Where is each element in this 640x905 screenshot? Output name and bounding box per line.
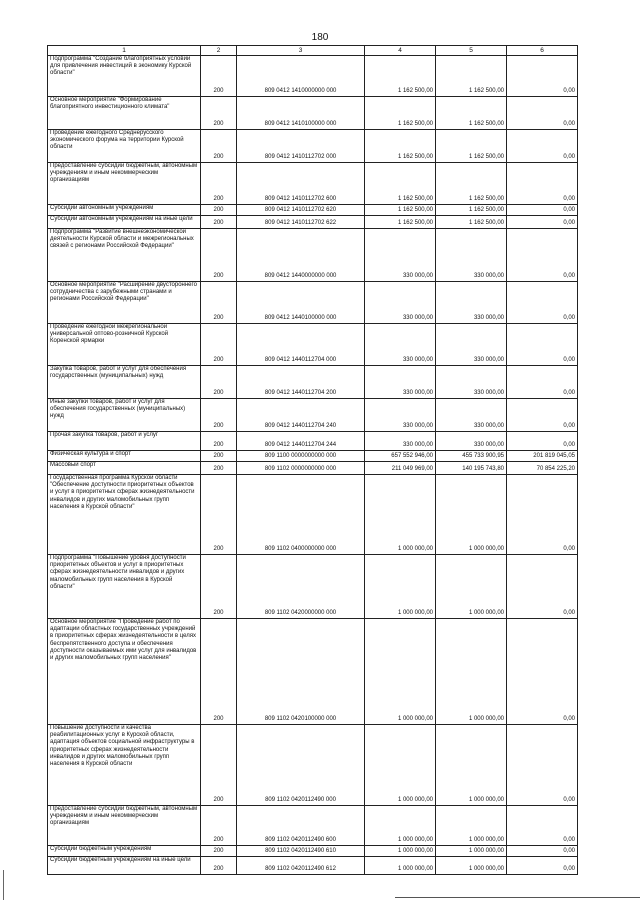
row-amount-6: 0,00 xyxy=(507,97,578,130)
row-amount-4: 330 000,00 xyxy=(365,229,436,282)
row-column-2: 200 xyxy=(201,56,237,97)
row-budget-code: 809 0412 1410112702 620 xyxy=(237,205,365,216)
row-column-2: 200 xyxy=(201,366,237,399)
row-amount-6: 0,00 xyxy=(507,366,578,399)
row-amount-4: 1 162 500,00 xyxy=(365,163,436,205)
row-name: Основное мероприятие "Расширение двустороннего сотрудничества с зарубежными странами и регионами Российской Федерации" xyxy=(48,282,201,324)
row-budget-code: 809 0412 1440112704 240 xyxy=(237,399,365,432)
row-amount-5: 330 000,00 xyxy=(436,324,507,366)
row-amount-6: 0,00 xyxy=(507,205,578,216)
row-amount-6: 0,00 xyxy=(507,282,578,324)
table-row xyxy=(48,555,578,619)
row-amount-6: 0,00 xyxy=(507,725,578,806)
column-header: 2 xyxy=(201,46,237,56)
row-amount-4: 1 000 000,00 xyxy=(365,806,436,846)
row-amount-4: 330 000,00 xyxy=(365,366,436,399)
row-budget-code: 809 1102 0420000000 000 xyxy=(237,555,365,619)
row-budget-code: 809 1102 0420112490 610 xyxy=(237,846,365,857)
table-row xyxy=(48,462,578,475)
row-amount-5: 1 000 000,00 xyxy=(436,619,507,725)
row-amount-4: 330 000,00 xyxy=(365,324,436,366)
table-row xyxy=(48,130,578,163)
row-amount-4: 1 000 000,00 xyxy=(365,725,436,806)
row-amount-6: 70 854 225,20 xyxy=(507,462,578,475)
table-row xyxy=(48,282,578,324)
row-budget-code: 809 0412 1410112702 600 xyxy=(237,163,365,205)
row-name: Массовый спорт xyxy=(48,462,201,475)
row-amount-5: 455 733 900,95 xyxy=(436,451,507,462)
row-column-2: 200 xyxy=(201,846,237,857)
table-row xyxy=(48,857,578,875)
row-column-2: 200 xyxy=(201,555,237,619)
row-column-2: 200 xyxy=(201,462,237,475)
row-budget-code: 809 1102 0000000000 000 xyxy=(237,462,365,475)
row-amount-5: 1 000 000,00 xyxy=(436,806,507,846)
row-column-2: 200 xyxy=(201,282,237,324)
column-header: 4 xyxy=(365,46,436,56)
row-amount-4: 1 000 000,00 xyxy=(365,475,436,555)
row-amount-5: 1 000 000,00 xyxy=(436,846,507,857)
table-header-row xyxy=(48,46,578,56)
row-amount-5: 1 162 500,00 xyxy=(436,205,507,216)
table-body xyxy=(48,56,578,875)
table-row xyxy=(48,56,578,97)
margin-mark xyxy=(3,870,4,900)
row-name: Закупка товаров, работ и услуг для обеспечения государственных (муниципальных) нужд xyxy=(48,366,201,399)
row-amount-6: 0,00 xyxy=(507,216,578,229)
row-budget-code: 809 0412 1410000000 000 xyxy=(237,56,365,97)
row-budget-code: 809 0412 1440112704 200 xyxy=(237,366,365,399)
row-budget-code: 809 0412 1440112704 244 xyxy=(237,432,365,451)
row-amount-4: 330 000,00 xyxy=(365,399,436,432)
row-amount-6: 0,00 xyxy=(507,324,578,366)
row-column-2: 200 xyxy=(201,451,237,462)
row-column-2: 200 xyxy=(201,324,237,366)
row-column-2: 200 xyxy=(201,399,237,432)
row-amount-6: 0,00 xyxy=(507,56,578,97)
row-budget-code: 809 0412 1410112702 622 xyxy=(237,216,365,229)
row-name: Субсидии автономным учреждениям xyxy=(48,205,201,216)
row-amount-5: 1 000 000,00 xyxy=(436,725,507,806)
table-row xyxy=(48,806,578,846)
row-budget-code: 809 0412 1440112704 000 xyxy=(237,324,365,366)
column-header: 3 xyxy=(237,46,365,56)
table-row xyxy=(48,451,578,462)
table-row xyxy=(48,399,578,432)
row-amount-5: 330 000,00 xyxy=(436,282,507,324)
row-column-2: 200 xyxy=(201,163,237,205)
row-budget-code: 809 0412 1440100000 000 xyxy=(237,282,365,324)
row-amount-5: 1 000 000,00 xyxy=(436,475,507,555)
column-header: 5 xyxy=(436,46,507,56)
row-amount-6: 0,00 xyxy=(507,163,578,205)
row-amount-5: 1 000 000,00 xyxy=(436,857,507,875)
table-row xyxy=(48,324,578,366)
row-amount-6: 0,00 xyxy=(507,619,578,725)
table-row xyxy=(48,205,578,216)
row-name: Предоставление субсидий бюджетным, автономным учреждениям и иным некоммерческим организациям xyxy=(48,806,201,846)
row-column-2: 200 xyxy=(201,205,237,216)
row-amount-6: 0,00 xyxy=(507,846,578,857)
row-amount-5: 1 162 500,00 xyxy=(436,216,507,229)
row-name: Проведение ежегодной межрегиональной универсальной оптово-розничной Курской Коренской ярмарки xyxy=(48,324,201,366)
row-name: Подпрограмма "Создание благоприятных условий для привлечения инвестиций в экономику Курской области" xyxy=(48,56,201,97)
row-amount-6: 0,00 xyxy=(507,857,578,875)
row-amount-4: 1 000 000,00 xyxy=(365,619,436,725)
row-amount-4: 1 000 000,00 xyxy=(365,857,436,875)
table-row xyxy=(48,432,578,451)
row-name: Прочая закупка товаров, работ и услуг xyxy=(48,432,201,451)
row-amount-4: 211 049 969,00 xyxy=(365,462,436,475)
row-name: Повышение доступности и качества реабилитационных услуг в Курской области, адаптация объектов социальной инфраструктуры в приоритетных сферах жизнедеятельности инвалидов и других маломобильных групп населения в Курской области xyxy=(48,725,201,806)
table-row xyxy=(48,619,578,725)
row-column-2: 200 xyxy=(201,216,237,229)
row-amount-6: 0,00 xyxy=(507,130,578,163)
row-column-2: 200 xyxy=(201,725,237,806)
row-budget-code: 809 1100 0000000000 000 xyxy=(237,451,365,462)
table-row xyxy=(48,97,578,130)
row-amount-6: 0,00 xyxy=(507,432,578,451)
row-budget-code: 809 0412 1410100000 000 xyxy=(237,97,365,130)
row-amount-5: 330 000,00 xyxy=(436,399,507,432)
row-name: Государственная программа Курской области "Обеспечение доступности приоритетных объектов и услуг в приоритетных сферах жизнедеятельности инвалидов и других маломобильных групп населения в Курской области" xyxy=(48,475,201,555)
row-budget-code: 809 1102 0420100000 000 xyxy=(237,619,365,725)
row-amount-6: 201 819 045,05 xyxy=(507,451,578,462)
budget-table xyxy=(47,45,578,875)
row-name: Подпрограмма "Повышение уровня доступности приоритетных объектов и услуг в приоритетных сферах жизнедеятельности инвалидов и других маломобильных групп населения в Курской области" xyxy=(48,555,201,619)
table-row xyxy=(48,366,578,399)
row-amount-5: 330 000,00 xyxy=(436,366,507,399)
row-amount-4: 330 000,00 xyxy=(365,432,436,451)
row-amount-5: 140 195 743,80 xyxy=(436,462,507,475)
row-amount-5: 1 000 000,00 xyxy=(436,555,507,619)
row-amount-5: 1 162 500,00 xyxy=(436,56,507,97)
row-amount-5: 1 162 500,00 xyxy=(436,130,507,163)
row-name: Субсидии бюджетным учреждениям xyxy=(48,846,201,857)
row-amount-4: 1 000 000,00 xyxy=(365,555,436,619)
row-name: Подпрограмма "Развитие внешнеэкономической деятельности Курской области и межрегиональных связей с регионами Российской Федерации" xyxy=(48,229,201,282)
row-name: Иные закупки товаров, работ и услуг для обеспечения государственных (муниципальных) нужд xyxy=(48,399,201,432)
row-column-2: 200 xyxy=(201,857,237,875)
row-amount-5: 330 000,00 xyxy=(436,432,507,451)
table-row xyxy=(48,725,578,806)
row-amount-4: 1 162 500,00 xyxy=(365,205,436,216)
row-column-2: 200 xyxy=(201,97,237,130)
table-row xyxy=(48,216,578,229)
page-number: 180 xyxy=(311,32,329,43)
column-header: 1 xyxy=(48,46,201,56)
row-name: Проведение ежегодного Среднерусского экономического форума на территории Курской области xyxy=(48,130,201,163)
table-row xyxy=(48,229,578,282)
row-name: Предоставление субсидий бюджетным, автономным учреждениям и иным некоммерческим организациям xyxy=(48,163,201,205)
row-name: Субсидии бюджетным учреждениям на иные цели xyxy=(48,857,201,875)
row-amount-6: 0,00 xyxy=(507,806,578,846)
row-budget-code: 809 1102 0420112490 000 xyxy=(237,725,365,806)
table-row xyxy=(48,475,578,555)
row-amount-5: 330 000,00 xyxy=(436,229,507,282)
row-budget-code: 809 1102 0400000000 000 xyxy=(237,475,365,555)
table-row xyxy=(48,163,578,205)
row-column-2: 200 xyxy=(201,619,237,725)
row-amount-6: 0,00 xyxy=(507,475,578,555)
row-amount-4: 657 552 946,00 xyxy=(365,451,436,462)
row-budget-code: 809 0412 1440000000 000 xyxy=(237,229,365,282)
row-column-2: 200 xyxy=(201,432,237,451)
row-name: Основное мероприятие "Проведение работ по адаптации областных государственных учреждений в приоритетных сферах жизнедеятельности в целях беспрепятственного доступа и обеспечения доступности оказываемых ими услуг для инвалидов и других маломобильных групп населения" xyxy=(48,619,201,725)
table-row xyxy=(48,846,578,857)
row-amount-4: 1 162 500,00 xyxy=(365,130,436,163)
bottom-rule xyxy=(395,897,640,898)
row-amount-5: 1 162 500,00 xyxy=(436,97,507,130)
row-name: Физическая культура и спорт xyxy=(48,451,201,462)
row-amount-6: 0,00 xyxy=(507,555,578,619)
row-column-2: 200 xyxy=(201,229,237,282)
row-column-2: 200 xyxy=(201,806,237,846)
column-header: 6 xyxy=(507,46,578,56)
row-budget-code: 809 1102 0420112490 612 xyxy=(237,857,365,875)
row-column-2: 200 xyxy=(201,475,237,555)
row-column-2: 200 xyxy=(201,130,237,163)
row-name: Основное мероприятие "Формирование благоприятного инвестиционного климата" xyxy=(48,97,201,130)
row-amount-4: 1 000 000,00 xyxy=(365,846,436,857)
row-amount-4: 1 162 500,00 xyxy=(365,56,436,97)
row-amount-4: 330 000,00 xyxy=(365,282,436,324)
row-name: Субсидии автономным учреждениям на иные цели xyxy=(48,216,201,229)
row-budget-code: 809 0412 1410112702 000 xyxy=(237,130,365,163)
row-budget-code: 809 1102 0420112490 600 xyxy=(237,806,365,846)
row-amount-5: 1 162 500,00 xyxy=(436,163,507,205)
row-amount-4: 1 162 500,00 xyxy=(365,97,436,130)
row-amount-4: 1 162 500,00 xyxy=(365,216,436,229)
row-amount-6: 0,00 xyxy=(507,229,578,282)
row-amount-6: 0,00 xyxy=(507,399,578,432)
